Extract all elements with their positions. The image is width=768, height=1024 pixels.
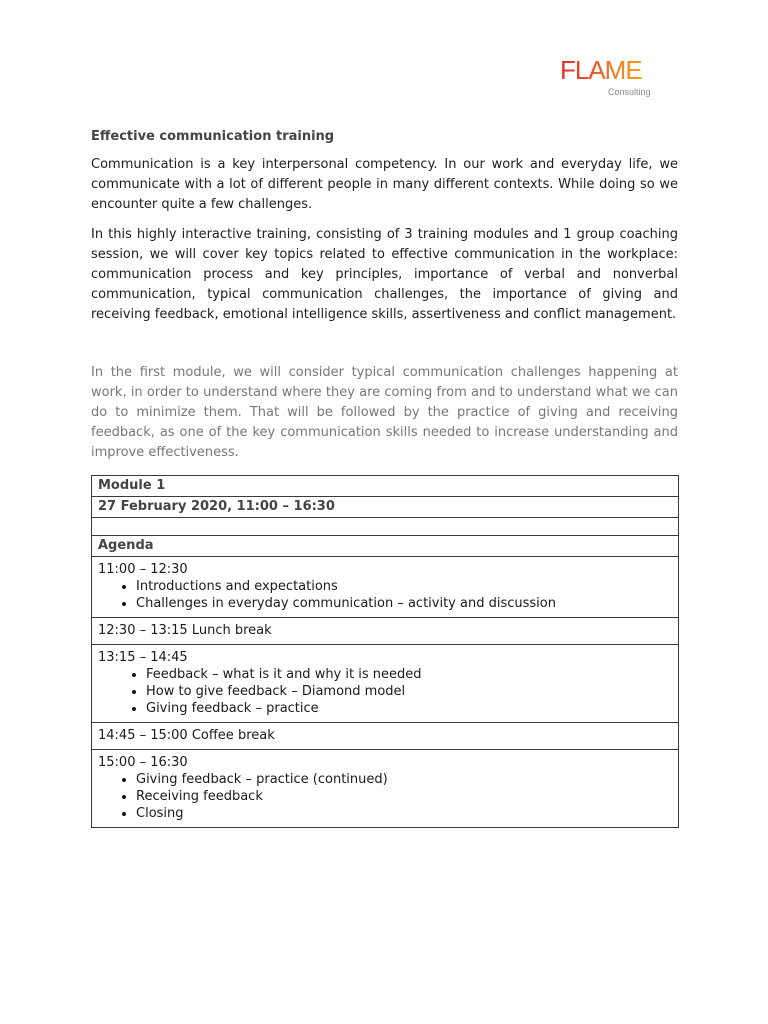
logo-subtitle: Consulting bbox=[608, 87, 651, 97]
intro-paragraph: Communication is a key interpersonal competency. In our work and everyday life, we communicate with a lot of different people in many different contexts. While doing so we encounter quite a few challenges. bbox=[91, 157, 678, 212]
module-date-cell: 27 February 2020, 11:00 – 16:30 bbox=[92, 497, 679, 518]
session-item-list bbox=[98, 666, 672, 717]
break-cell: 12:30 – 13:15 Lunch break bbox=[92, 618, 679, 645]
document-title: Effective communication training bbox=[91, 129, 335, 144]
list-item: • Introductions and expectations bbox=[136, 578, 672, 595]
empty-cell bbox=[92, 518, 679, 536]
session-item-list bbox=[98, 771, 672, 822]
company-logo bbox=[560, 56, 670, 100]
table-row bbox=[92, 750, 679, 828]
list-item: • Giving feedback – practice bbox=[146, 700, 672, 717]
list-item: • How to give feedback – Diamond model bbox=[146, 683, 672, 700]
table-row bbox=[92, 557, 679, 618]
session-cell bbox=[92, 557, 679, 618]
document-body bbox=[91, 127, 678, 828]
list-item: • Giving feedback – practice (continued) bbox=[136, 771, 672, 788]
logo-wordmark: FLAME bbox=[560, 55, 642, 85]
table-row bbox=[92, 518, 679, 536]
list-item: • Closing bbox=[136, 805, 672, 822]
table-row bbox=[92, 536, 679, 557]
list-item: • Feedback – what is it and why it is needed bbox=[146, 666, 672, 683]
overview-paragraph: In this highly interactive training, consisting of 3 training modules and 1 group coaching session, we will cover key topics related to effective communication in the workplace: communication process and key principles, importance of verbal and nonverbal communication, typical communication challenges, the importance of giving and receiving feedback, emotional intelligence skills, assertiveness and conflict management. bbox=[91, 227, 678, 322]
table-row bbox=[92, 476, 679, 497]
session-cell bbox=[92, 645, 679, 723]
list-item: • Challenges in everyday communication – activity and discussion bbox=[136, 595, 672, 612]
table-row bbox=[92, 645, 679, 723]
table-row bbox=[92, 723, 679, 750]
module-description-paragraph: In the first module, we will consider typical communication challenges happening at work, in order to understand where they are coming from and to understand what we can do to minimize them. That will be followed by the practice of giving and receiving feedback, as one of the key communication skills needed to increase understanding and improve effectiveness. bbox=[91, 365, 678, 460]
agenda-table bbox=[91, 475, 679, 828]
session-cell bbox=[92, 750, 679, 828]
break-cell: 14:45 – 15:00 Coffee break bbox=[92, 723, 679, 750]
table-row bbox=[92, 497, 679, 518]
module-title-cell: Module 1 bbox=[92, 476, 679, 497]
session-item-list bbox=[98, 578, 672, 612]
session-time: 11:00 – 12:30 bbox=[98, 562, 188, 577]
session-time: 15:00 – 16:30 bbox=[98, 755, 188, 770]
session-time: 13:15 – 14:45 bbox=[98, 650, 188, 665]
list-item: • Receiving feedback bbox=[136, 788, 672, 805]
agenda-label-cell: Agenda bbox=[92, 536, 679, 557]
table-row bbox=[92, 618, 679, 645]
